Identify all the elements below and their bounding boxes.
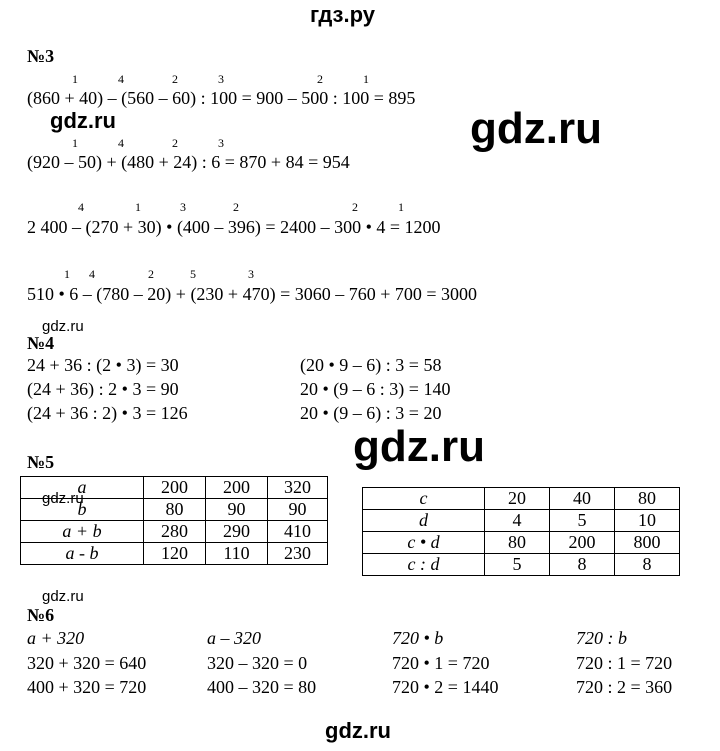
task4-right-2: 20 • (9 – 6 : 3) = 140 — [300, 379, 451, 399]
table-cell: c : d — [363, 554, 485, 576]
task6-col4-row2: 720 : 2 = 360 — [576, 677, 673, 697]
table-cell: 8 — [615, 554, 680, 576]
table-cell: 10 — [615, 510, 680, 532]
table-cell: 4 — [485, 510, 550, 532]
table-row — [363, 488, 680, 510]
table-ab — [20, 476, 328, 565]
table-cell: 200 — [206, 477, 268, 499]
watermark-small: gdz.ru — [42, 490, 84, 507]
task6-title: №6 — [27, 605, 55, 625]
table-cell: 230 — [268, 543, 328, 565]
task6-col1-row2: 400 + 320 = 720 — [27, 677, 147, 697]
order-number: 3 — [180, 200, 186, 214]
table-cell: 8 — [550, 554, 615, 576]
order-number: 3 — [218, 72, 224, 86]
order-number: 1 — [363, 72, 369, 86]
table-cell: 5 — [550, 510, 615, 532]
table-cell: 90 — [206, 499, 268, 521]
order-number: 2 — [148, 267, 154, 281]
order-number: 1 — [135, 200, 141, 214]
watermark-medium: gdz.ru — [50, 108, 116, 133]
table-cell: 90 — [268, 499, 328, 521]
table-cell: c — [363, 488, 485, 510]
task6-col4-head: 720 : b — [576, 628, 627, 648]
order-number: 1 — [72, 136, 78, 150]
table-cell: c • d — [363, 532, 485, 554]
task4-title: №4 — [27, 333, 55, 353]
task6-col3-head: 720 • b — [392, 628, 444, 648]
order-number: 5 — [190, 267, 196, 281]
order-number: 1 — [398, 200, 404, 214]
order-number: 4 — [78, 200, 84, 214]
task4-left-2: (24 + 36) : 2 • 3 = 90 — [27, 379, 179, 399]
task6-col1-head: a + 320 — [27, 628, 85, 648]
order-number: 1 — [64, 267, 70, 281]
task6-col2-head: a – 320 — [207, 628, 261, 648]
table-cell: 20 — [485, 488, 550, 510]
table-cell: 800 — [615, 532, 680, 554]
table-row — [363, 532, 680, 554]
table-cell: 5 — [485, 554, 550, 576]
table-cell: 320 — [268, 477, 328, 499]
task6-col3-row1: 720 • 1 = 720 — [392, 653, 490, 673]
task4-right-1: (20 • 9 – 6) : 3 = 58 — [300, 355, 442, 375]
order-number: 4 — [118, 72, 124, 86]
table-row — [21, 521, 328, 543]
order-number: 1 — [72, 72, 78, 86]
table-cell: 120 — [144, 543, 206, 565]
table-cell: 40 — [550, 488, 615, 510]
table-cd — [362, 487, 680, 576]
watermark-large: gdz.ru — [470, 104, 602, 153]
table-cell: 80 — [144, 499, 206, 521]
table-cell: d — [363, 510, 485, 532]
table-cell: a - b — [21, 543, 144, 565]
order-number: 2 — [352, 200, 358, 214]
task6-col2-row2: 400 – 320 = 80 — [207, 677, 317, 697]
table-cell: 280 — [144, 521, 206, 543]
task3-equation-4: 510 • 6 – (780 – 20) + (230 + 470) = 3060 – 760 + 700 = 3000 — [27, 284, 478, 304]
table-cell: 200 — [144, 477, 206, 499]
task4-right-3: 20 • (9 – 6) : 3 = 20 — [300, 403, 442, 423]
table-row — [363, 554, 680, 576]
task6-col1-row1: 320 + 320 = 640 — [27, 653, 147, 673]
order-number: 3 — [218, 136, 224, 150]
task3-title: №3 — [27, 46, 55, 66]
table-row — [21, 477, 328, 499]
task3-equation-3: 2 400 – (270 + 30) • (400 – 396) = 2400 – 300 • 4 = 1200 — [27, 217, 441, 237]
watermark-footer: gdz.ru — [325, 718, 391, 743]
order-number: 2 — [317, 72, 323, 86]
table-cell: 80 — [485, 532, 550, 554]
table-cell: 80 — [615, 488, 680, 510]
table-cell: a + b — [21, 521, 144, 543]
table-row — [363, 510, 680, 532]
order-number: 2 — [172, 72, 178, 86]
site-header: гдз.ру — [310, 2, 375, 27]
watermark-small: gdz.ru — [42, 318, 84, 335]
task5-title: №5 — [27, 452, 55, 472]
task6-col4-row1: 720 : 1 = 720 — [576, 653, 673, 673]
task3-equation-2: (920 – 50) + (480 + 24) : 6 = 870 + 84 = 954 — [27, 152, 350, 172]
task3-equation-1: (860 + 40) – (560 – 60) : 100 = 900 – 500 : 100 = 895 — [27, 88, 416, 108]
watermark-large: gdz.ru — [353, 422, 485, 471]
task4-left-1: 24 + 36 : (2 • 3) = 30 — [27, 355, 179, 375]
order-number: 2 — [172, 136, 178, 150]
task4-left-3: (24 + 36 : 2) • 3 = 126 — [27, 403, 188, 423]
table-cell: b — [21, 499, 144, 521]
watermark-small: gdz.ru — [42, 588, 84, 605]
task6-col3-row2: 720 • 2 = 1440 — [392, 677, 499, 697]
order-number: 2 — [233, 200, 239, 214]
order-number: 3 — [248, 267, 254, 281]
table-cell: 410 — [268, 521, 328, 543]
table-cell: 290 — [206, 521, 268, 543]
table-row — [21, 499, 328, 521]
task6-col2-row1: 320 – 320 = 0 — [207, 653, 308, 673]
table-row — [21, 543, 328, 565]
table-cell: 110 — [206, 543, 268, 565]
table-cell: a — [21, 477, 144, 499]
order-number: 4 — [118, 136, 124, 150]
table-cell: 200 — [550, 532, 615, 554]
order-number: 4 — [89, 267, 95, 281]
